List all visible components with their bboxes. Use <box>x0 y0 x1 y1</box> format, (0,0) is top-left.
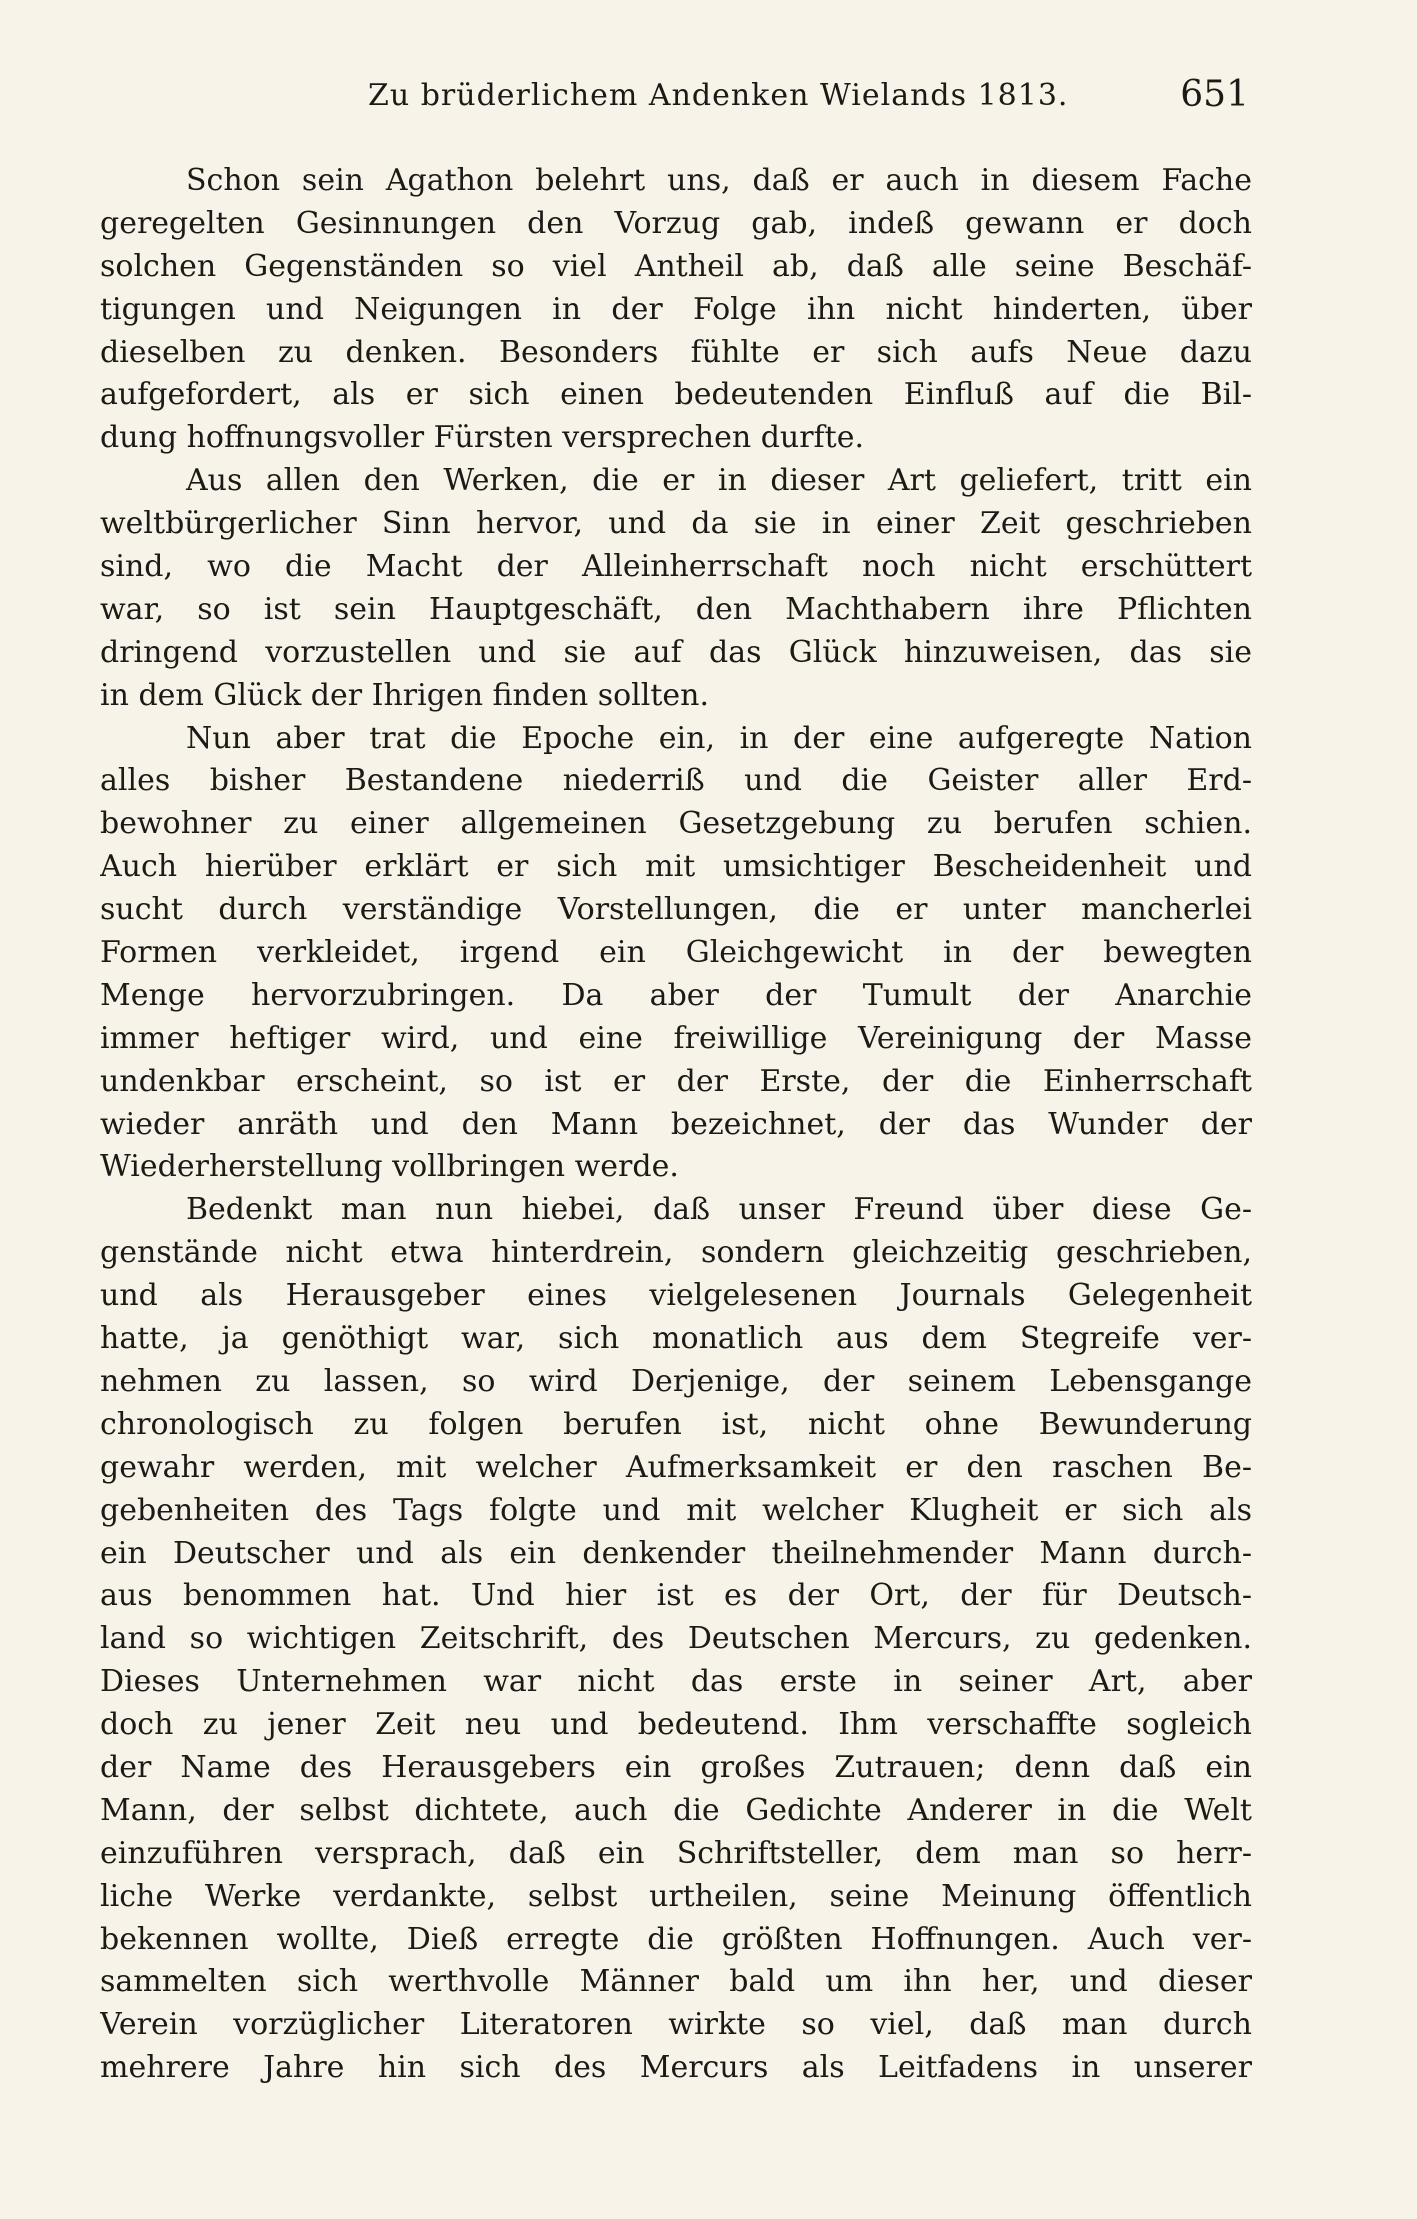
text-line: nehmen zu lassen, so wird Derjenige, der seinem Lebensgange <box>100 1363 1252 1399</box>
text-line: Formen verkleidet, irgend ein Gleichgewicht in der bewegten <box>100 935 1252 971</box>
text-line: und als Herausgeber eines vielgelesenen Journals Gelegenheit <box>100 1278 1252 1314</box>
text-line: bewohner zu einer allgemeinen Gesetzgebung zu berufen schien. <box>100 806 1252 842</box>
running-head: Zu brüderlichem Andenken Wielands 1813. <box>368 78 1069 113</box>
text-line: in dem Glück der Ihrigen finden sollten. <box>100 677 710 713</box>
page-header <box>0 74 1417 138</box>
text-line: undenkbar erscheint, so ist er der Erste, der die Einherrschaft <box>100 1063 1252 1099</box>
text-line: sammelten sich werthvolle Männer bald um ihn her, und dieser <box>100 1964 1252 2000</box>
text-line: dringend vorzustellen und sie auf das Glück hinzuweisen, das sie <box>100 634 1252 670</box>
text-line: dung hoffnungsvoller Fürsten versprechen durfte. <box>100 420 865 456</box>
text-line: weltbürgerlicher Sinn hervor, und da sie in einer Zeit geschrieben <box>100 506 1252 542</box>
page-number: 651 <box>1180 74 1249 115</box>
text-line: einzuführen versprach, daß ein Schriftsteller, dem man so herr- <box>100 1835 1252 1871</box>
text-line: liche Werke verdankte, selbst urtheilen, seine Meinung öffentlich <box>100 1878 1252 1914</box>
text-line: Aus allen den Werken, die er in dieser Art geliefert, tritt ein <box>186 463 1252 499</box>
text-line: Nun aber trat die Epoche ein, in der eine aufgeregte Nation <box>186 720 1252 756</box>
text-line: immer heftiger wird, und eine freiwillige Vereinigung der Masse <box>100 1020 1252 1056</box>
text-line: solchen Gegenständen so viel Antheil ab, daß alle seine Beschäf- <box>100 248 1252 284</box>
text-line: sucht durch verständige Vorstellungen, die er unter mancherlei <box>100 892 1252 928</box>
text-line: tigungen und Neigungen in der Folge ihn nicht hinderten, über <box>100 291 1252 327</box>
text-line: Wiederherstellung vollbringen werde. <box>100 1149 679 1185</box>
text-line: geregelten Gesinnungen den Vorzug gab, indeß gewann er doch <box>100 205 1252 241</box>
text-line: land so wichtigen Zeitschrift, des Deutschen Mercurs, zu gedenken. <box>100 1621 1252 1657</box>
text-line: mehrere Jahre hin sich des Mercurs als Leitfadens in unserer <box>100 2050 1252 2086</box>
text-line: gebenheiten des Tags folgte und mit welcher Klugheit er sich als <box>100 1492 1252 1528</box>
paragraph <box>100 718 1252 1190</box>
text-line: gewahr werden, mit welcher Aufmerksamkeit er den raschen Be- <box>100 1449 1252 1485</box>
text-line: Menge hervorzubringen. Da aber der Tumult der Anarchie <box>100 977 1252 1013</box>
paragraph <box>100 460 1252 717</box>
text-line: Schon sein Agathon belehrt uns, daß er auch in diesem Fache <box>186 163 1252 198</box>
text-line: sind, wo die Macht der Alleinherrschaft noch nicht erschüttert <box>100 549 1252 585</box>
paragraph <box>100 160 1252 460</box>
paragraph <box>100 1189 1252 2090</box>
text-line: Bedenkt man nun hiebei, daß unser Freund über diese Ge- <box>186 1192 1252 1228</box>
text-line: alles bisher Bestandene niederriß und die Geister aller Erd- <box>100 763 1252 799</box>
text-line: doch zu jener Zeit neu und bedeutend. Ihm verschaffte sogleich <box>100 1707 1252 1743</box>
text-line: aus benommen hat. Und hier ist es der Ort, der für Deutsch- <box>100 1578 1252 1614</box>
text-line: der Name des Herausgebers ein großes Zutrauen; denn daß ein <box>100 1749 1252 1785</box>
text-line: hatte, ja genöthigt war, sich monatlich aus dem Stegreife ver- <box>100 1321 1252 1357</box>
text-line: aufgefordert, als er sich einen bedeutenden Einfluß auf die Bil- <box>100 377 1252 413</box>
text-line: Dieses Unternehmen war nicht das erste in seiner Art, aber <box>100 1664 1252 1700</box>
body-text <box>100 160 1252 2090</box>
text-line: bekennen wollte, Dieß erregte die größten Hoffnungen. Auch ver- <box>100 1921 1252 1957</box>
text-line: genstände nicht etwa hinterdrein, sondern gleichzeitig geschrieben, <box>100 1235 1252 1271</box>
text-line: wieder anräth und den Mann bezeichnet, der das Wunder der <box>100 1106 1252 1142</box>
text-line: chronologisch zu folgen berufen ist, nicht ohne Bewunderung <box>100 1406 1252 1442</box>
text-line: Mann, der selbst dichtete, auch die Gedichte Anderer in die Welt <box>100 1792 1252 1828</box>
text-line: Verein vorzüglicher Literatoren wirkte so viel, daß man durch <box>100 2007 1252 2043</box>
text-line: dieselben zu denken. Besonders fühlte er sich aufs Neue dazu <box>100 334 1252 370</box>
text-line: war, so ist sein Hauptgeschäft, den Machthabern ihre Pflichten <box>100 591 1252 627</box>
text-line: Auch hierüber erklärt er sich mit umsichtiger Bescheidenheit und <box>100 849 1252 885</box>
text-line: ein Deutscher und als ein denkender theilnehmender Mann durch- <box>100 1535 1252 1571</box>
